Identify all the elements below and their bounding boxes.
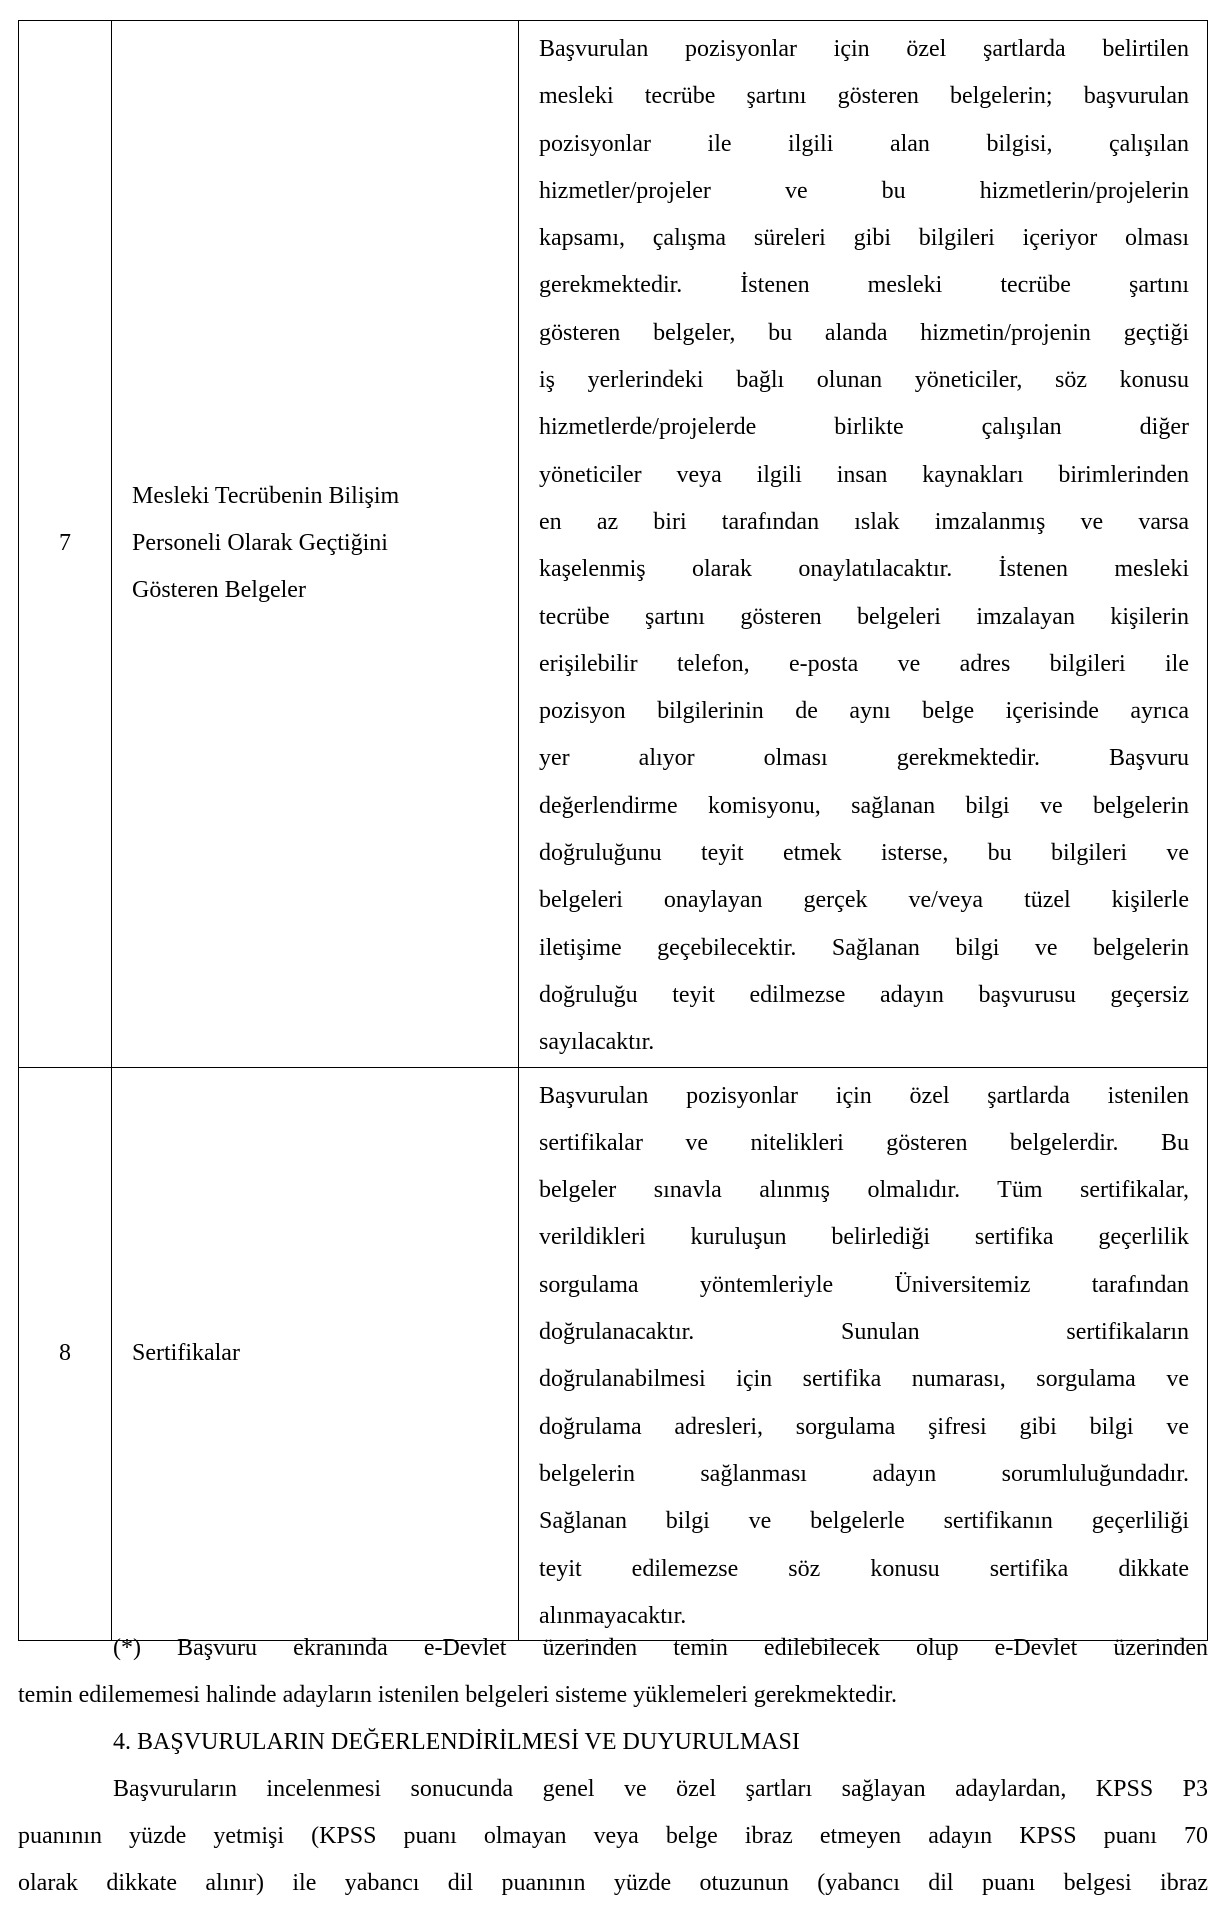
description-line: gerekmektedir. İstenen mesleki tecrübe şartını (539, 272, 1189, 299)
row-number: 8 (19, 1067, 112, 1641)
description-line: yer alıyor olması gerekmektedir. Başvuru (539, 745, 1189, 772)
row-label (112, 21, 519, 1068)
description-line: mesleki tecrübe şartını gösteren belgelerin; başvurulan (539, 83, 1189, 110)
description-line: Sağlanan bilgi ve belgelerle sertifikanın geçerliliği (539, 1508, 1189, 1535)
description-line: gösteren belgeler, bu alanda hizmetin/projenin geçtiği (539, 319, 1189, 346)
description-line: alınmayacaktır. (539, 1602, 687, 1629)
description-line: hizmetler/projeler ve bu hizmetlerin/projelerin (539, 177, 1189, 204)
row-label-line: Sertifikalar (132, 1340, 240, 1367)
row-label (112, 1067, 519, 1641)
footnote-line: (*) Başvuru ekranında e-Devlet üzerinden temin edilebilecek olup e-Devlet üzerinden (113, 1635, 1208, 1661)
description-line: kapsamı, çalışma süreleri gibi bilgileri içeriyor olması (539, 225, 1189, 252)
description-line: iş yerlerindeki bağlı olunan yöneticiler, söz konusu (539, 367, 1189, 394)
description-line: teyit edilemezse söz konusu sertifika dikkate (539, 1555, 1189, 1582)
description-line: pozisyonlar ile ilgili alan bilgisi, çalışılan (539, 130, 1189, 157)
row-label-line: Mesleki Tecrübenin Bilişim (132, 483, 400, 510)
post-table-text (18, 1625, 1208, 1907)
description-line: belgeler sınavla alınmış olmalıdır. Tüm sertifikalar, (539, 1177, 1189, 1204)
paragraph-line: olarak dikkate alınır) ile yabancı dil puanının yüzde otuzunun (yabancı dil puanı belgesi ibraz (18, 1870, 1208, 1896)
description-line: doğrulanacaktır. Sunulan sertifikaların (539, 1319, 1189, 1346)
description-line: hizmetlerde/projelerde birlikte çalışılan diğer (539, 414, 1189, 441)
document-requirements-table (18, 20, 1208, 1641)
row-description (519, 1067, 1208, 1641)
description-line: doğrulanabilmesi için sertifika numarası, sorgulama ve (539, 1366, 1189, 1393)
description-line: Başvurulan pozisyonlar için özel şartlarda belirtilen (539, 36, 1189, 62)
description-line: belgelerin sağlanması adayın sorumluluğundadır. (539, 1460, 1189, 1487)
description-line: Başvurulan pozisyonlar için özel şartlarda istenilen (539, 1082, 1189, 1109)
description-line: iletişime geçebilecektir. Sağlanan bilgi ve belgelerin (539, 934, 1189, 961)
description-line: belgeleri onaylayan gerçek ve/veya tüzel kişilerle (539, 887, 1189, 914)
description-line: doğrulama adresleri, sorgulama şifresi gibi bilgi ve (539, 1413, 1189, 1440)
description-line: kaşelenmiş olarak onaylatılacaktır. İstenen mesleki (539, 556, 1189, 583)
description-line: verildikleri kuruluşun belirlediği sertifika geçerlilik (539, 1224, 1189, 1251)
section-heading: 4. BAŞVURULARIN DEĞERLENDİRİLMESİ VE DUYURULMASI (113, 1729, 800, 1755)
paragraph-line: puanının yüzde yetmişi (KPSS puanı olmayan veya belge ibraz etmeyen adayın KPSS puanı 70 (18, 1823, 1208, 1849)
row-number: 7 (19, 21, 112, 1068)
row-label-line: Personeli Olarak Geçtiğini (132, 530, 388, 557)
description-line: sayılacaktır. (539, 1029, 655, 1056)
description-line: sertifikalar ve nitelikleri gösteren belgelerdir. Bu (539, 1129, 1189, 1156)
row-label-line: Gösteren Belgeler (132, 577, 306, 604)
description-line: sorgulama yöntemleriyle Üniversitemiz tarafından (539, 1271, 1189, 1298)
description-line: erişilebilir telefon, e-posta ve adres bilgileri ile (539, 650, 1189, 677)
footnote-line: temin edilememesi halinde adayların istenilen belgeleri sisteme yüklemeleri gerekmektedir. (18, 1682, 898, 1708)
row-description (519, 21, 1208, 1068)
description-line: doğruluğu teyit edilmezse adayın başvurusu geçersiz (539, 981, 1189, 1008)
description-line: değerlendirme komisyonu, sağlanan bilgi ve belgelerin (539, 792, 1189, 819)
description-line: tecrübe şartını gösteren belgeleri imzalayan kişilerin (539, 603, 1189, 630)
table-row (19, 1067, 1208, 1641)
description-line: pozisyon bilgilerinin de aynı belge içerisinde ayrıca (539, 698, 1189, 725)
description-line: yöneticiler veya ilgili insan kaynakları birimlerinden (539, 461, 1189, 488)
description-line: doğruluğunu teyit etmek isterse, bu bilgileri ve (539, 840, 1189, 867)
paragraph-line: Başvuruların incelenmesi sonucunda genel ve özel şartları sağlayan adaylardan, KPSS P3 (113, 1776, 1208, 1802)
table-row (19, 21, 1208, 1068)
description-line: en az biri tarafından ıslak imzalanmış ve varsa (539, 508, 1189, 535)
